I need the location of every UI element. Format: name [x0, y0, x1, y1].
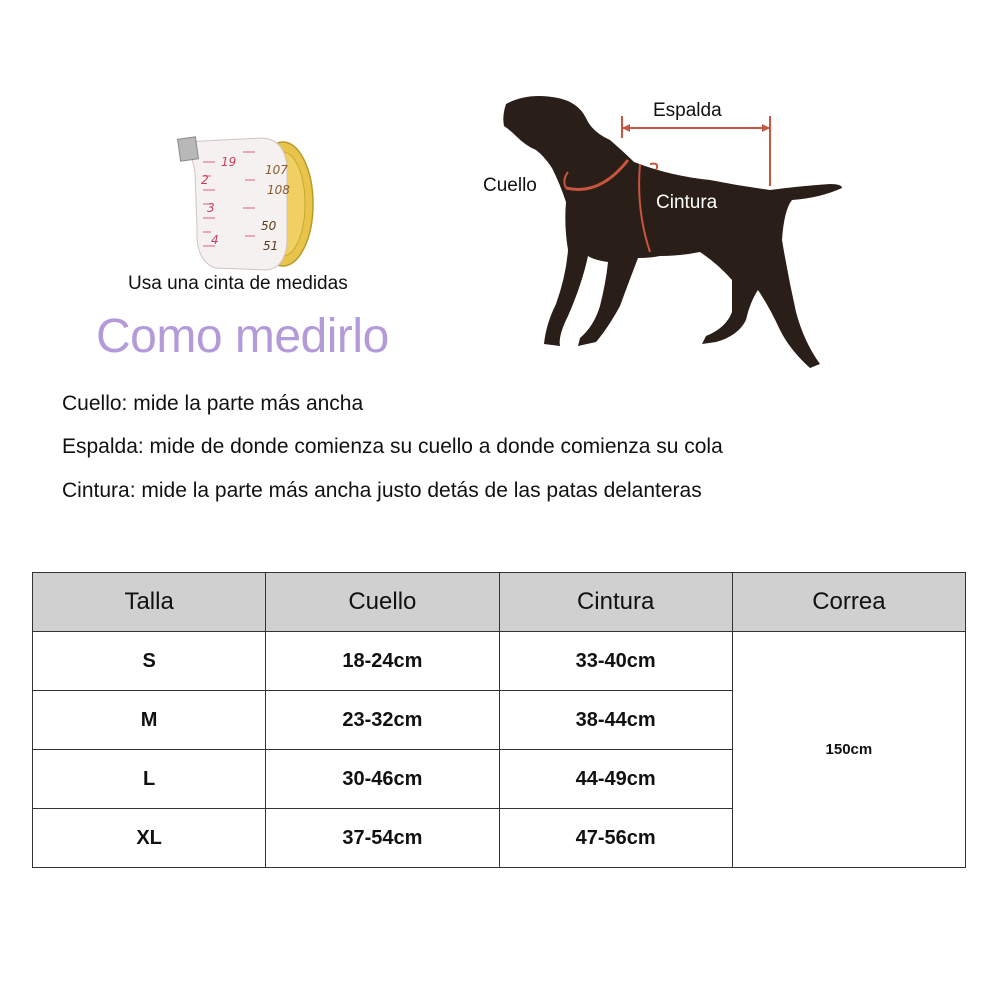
- cell-talla: L: [33, 750, 266, 809]
- instruction-cintura: Cintura: mide la parte más ancha justo detás de las patas delanteras: [62, 479, 702, 502]
- cell-cintura: 38-44cm: [499, 691, 732, 750]
- instruction-cuello: Cuello: mide la parte más ancha: [62, 392, 364, 415]
- cell-talla: M: [33, 691, 266, 750]
- tape-number: 3: [207, 201, 215, 215]
- cell-cuello: 23-32cm: [266, 691, 499, 750]
- tape-measure-icon: [175, 132, 320, 274]
- cell-cintura: 33-40cm: [499, 632, 732, 691]
- header-cuello: Cuello: [266, 573, 499, 632]
- table-row: [33, 632, 966, 691]
- tape-caption: Usa una cinta de medidas: [128, 273, 348, 294]
- tape-number: 2: [201, 173, 209, 187]
- cell-correa: 150cm: [732, 632, 965, 868]
- cell-talla: XL: [33, 809, 266, 868]
- label-espalda: Espalda: [653, 100, 722, 121]
- instruction-espalda: Espalda: mide de donde comienza su cuello a donde comienza su cola: [62, 435, 723, 458]
- page-title: Como medirlo: [96, 310, 389, 363]
- label-cintura: Cintura: [656, 192, 718, 213]
- header-correa: Correa: [732, 573, 965, 632]
- table-header-row: [33, 573, 966, 632]
- size-table: [32, 572, 966, 868]
- cell-cuello: 18-24cm: [266, 632, 499, 691]
- cell-cuello: 37-54cm: [266, 809, 499, 868]
- header-cintura: Cintura: [499, 573, 732, 632]
- tape-number: 108: [267, 183, 290, 197]
- tape-number: 50: [261, 219, 277, 233]
- tape-number: 4: [211, 233, 219, 247]
- cell-cintura: 47-56cm: [499, 809, 732, 868]
- cell-cuello: 30-46cm: [266, 750, 499, 809]
- cell-cintura: 44-49cm: [499, 750, 732, 809]
- tape-number: 107: [265, 163, 288, 177]
- tape-number: 51: [263, 239, 279, 253]
- dog-silhouette-icon: [470, 80, 860, 380]
- label-cuello: Cuello: [483, 175, 537, 196]
- tape-number: 19: [221, 155, 237, 169]
- header-talla: Talla: [33, 573, 266, 632]
- cell-talla: S: [33, 632, 266, 691]
